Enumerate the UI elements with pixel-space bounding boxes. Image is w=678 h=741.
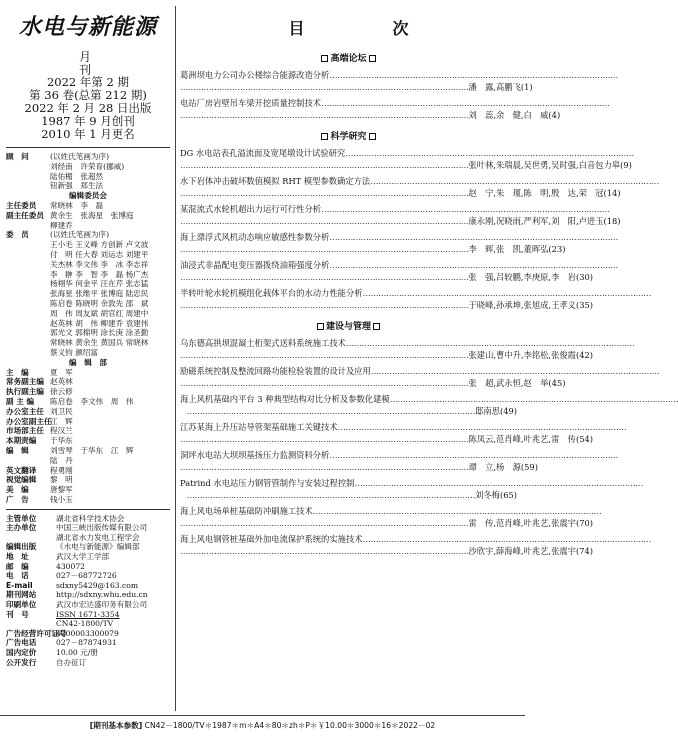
publisher-row bbox=[6, 610, 170, 629]
member-names: 蔡义钧 颜绍富 bbox=[50, 347, 98, 357]
staff-role: 顾 问 bbox=[6, 152, 29, 161]
article-authors: 李 辉,张 凯,董晖弘(23) bbox=[468, 243, 566, 254]
divider bbox=[6, 509, 170, 510]
section-box-left bbox=[321, 133, 328, 140]
staff-names: 黄余生 张海星 张博庭 bbox=[50, 210, 134, 220]
toc-entry bbox=[180, 260, 618, 283]
toc-entry-authors bbox=[180, 159, 632, 172]
member-names: 陈启卷 陈晓明 余敦先 邵 斌 bbox=[50, 298, 149, 308]
article-title: 海上风电场单桩基础防冲刷施工技术 bbox=[180, 506, 313, 516]
member-names: 郭光文 郭棉明 涂长庚 涂圣勤 bbox=[50, 328, 149, 338]
staff-names: 常晓林 李 磊 bbox=[50, 200, 104, 210]
staff-names: 刘雪琴 于华东 江 辉 bbox=[50, 445, 134, 455]
toc-entry-title bbox=[180, 394, 678, 406]
publisher-label: 广告电话 bbox=[6, 638, 37, 648]
parameters-value: CN42－1800/TV＊1987＊m＊A4＊80＊zh＊P＊￥10.00＊3000＊16＊2022－02 bbox=[144, 721, 436, 730]
leader-dots: ………………………………………………………………………………………………… bbox=[180, 377, 469, 388]
journal-parameters bbox=[0, 715, 525, 735]
article-title: 某混流式水轮机超出力运行可行性分析 bbox=[180, 204, 322, 214]
section-name: 建设与管理 bbox=[325, 322, 371, 332]
toc-entry-title bbox=[180, 176, 659, 188]
publisher-info bbox=[6, 514, 170, 668]
leader-dots: ………………………………………………………………………………………………… bbox=[180, 517, 469, 528]
publisher-value: ISSN 1671-3354 CN42-1800/TV bbox=[56, 609, 120, 629]
article-title: DG 水电站表孔溢流面及宽尾墩设计试验研究 bbox=[180, 148, 346, 158]
staff-row bbox=[6, 201, 170, 211]
toc-entry-title bbox=[180, 148, 634, 160]
staff-names: 于华东 bbox=[50, 436, 73, 446]
publisher-value: 武汉大学工学部 bbox=[56, 552, 110, 562]
leader-dots: ………………………………………………………………………………………………… bbox=[354, 478, 643, 488]
advisor-names: 陆佑楣 张超然 bbox=[50, 171, 104, 181]
toc-section-heading bbox=[180, 129, 517, 142]
toc-entry bbox=[180, 204, 621, 227]
publisher-row bbox=[6, 514, 170, 524]
member-names: 赵英林 胡 伟 柳建乔 袁建伟 bbox=[50, 318, 149, 328]
article-authors: 沙欣宇,薛海峰,叶兆艺,张震宇(74) bbox=[468, 545, 593, 556]
article-authors: 刘 蕊,余 健,白 威(4) bbox=[468, 109, 561, 120]
article-title: 半转叶轮水轮机模组化载体平台的水动力性能分析 bbox=[180, 288, 363, 298]
staff-names: 夏 军 bbox=[50, 367, 73, 377]
toc-entry-authors bbox=[180, 271, 593, 284]
publisher-row bbox=[6, 629, 170, 639]
staff-listing bbox=[6, 152, 170, 505]
staff-role: 办公室主任 bbox=[6, 406, 44, 416]
staff-row bbox=[6, 387, 170, 397]
publisher-row bbox=[6, 648, 170, 658]
toc-entry-title bbox=[180, 204, 610, 216]
publisher-value: http://sdxny.whu.edu.cn bbox=[56, 590, 148, 600]
article-title: 江苏某海上升压站导管架基础施工关键技术 bbox=[180, 422, 338, 432]
member-names: 常晓林 黄余生 黄国兵 常晓林 bbox=[50, 338, 149, 348]
toc-entry-title bbox=[180, 70, 618, 82]
staff-role: 市场部主任 bbox=[6, 426, 44, 436]
staff-row bbox=[6, 377, 170, 387]
leader-dots: ………………………………………………………………………………………………… bbox=[180, 109, 469, 120]
leader-dots: ………………………………………………………………………………………………… bbox=[345, 338, 635, 348]
publisher-label: 编辑出版 bbox=[6, 542, 37, 552]
staff-names: 黎 明 bbox=[50, 475, 73, 485]
staff-role: 广 告 bbox=[6, 494, 29, 504]
publisher-row bbox=[6, 552, 170, 562]
staff-role: 办公室副主任 bbox=[6, 416, 52, 426]
parameters-label: [期刊基本参数] bbox=[89, 721, 143, 730]
staff-row bbox=[6, 397, 170, 407]
staff-row bbox=[6, 495, 170, 505]
renamed-date: 2010 年 1 月更名 bbox=[41, 127, 135, 141]
staff-role: 视觉编辑 bbox=[6, 475, 37, 485]
publisher-label: 电 话 bbox=[6, 571, 29, 581]
staff-role: 执行副主编 bbox=[6, 387, 44, 397]
toc-title: 目 次 bbox=[288, 19, 445, 38]
article-authors: 邸南思(49) bbox=[475, 405, 517, 416]
staff-role: 主 编 bbox=[6, 367, 29, 377]
member-names: 关杰林 李文伟 李 冰 李志祥 bbox=[50, 259, 149, 269]
leader-dots: ………………………………………………………………………………………………… bbox=[345, 148, 634, 158]
staff-names: 程汉兰 bbox=[50, 426, 73, 436]
toc-entry-authors bbox=[180, 433, 593, 446]
staff-names: (以姓氏笔画为序) bbox=[50, 152, 110, 161]
divider bbox=[6, 147, 170, 148]
staff-role: 美 编 bbox=[6, 485, 29, 495]
staff-names: 程勇刚 bbox=[50, 465, 73, 475]
leader-dots: ………………………………………………………………………………………………… bbox=[180, 215, 469, 226]
article-title: 海上风电钢管桩基础外加电流保护系统的实施技术 bbox=[180, 534, 363, 544]
publisher-value: sdxny5429@163.com bbox=[56, 580, 139, 590]
member-names: 杨栩华 何金平 汪在芹 张志猛 bbox=[50, 279, 149, 289]
staff-row bbox=[6, 152, 170, 162]
leader-dots: ………………………………………………………………………………………………… bbox=[186, 489, 476, 500]
article-title: 洞坪水电站大坝坝基扬压力监测资料分析 bbox=[180, 450, 330, 460]
publisher-label: 邮 编 bbox=[6, 561, 29, 571]
toc-entry bbox=[180, 70, 618, 93]
leader-dots: ………………………………………………………………………………………………… bbox=[329, 260, 618, 270]
column-divider bbox=[175, 6, 176, 711]
toc-entry-title bbox=[180, 506, 602, 518]
article-title: 海上漂浮式风机动态响应敏感性参数分析 bbox=[180, 232, 330, 242]
toc-entry-authors bbox=[180, 243, 566, 256]
toc-entry bbox=[180, 288, 652, 311]
staff-role: 本期责编 bbox=[6, 436, 37, 446]
staff-names: 陈启卷 李文伟 周 伟 bbox=[50, 396, 134, 406]
publisher-label: 刊 号 bbox=[6, 609, 29, 619]
staff-role bbox=[6, 456, 50, 466]
staff-names: (以姓氏笔画为序) bbox=[50, 230, 110, 240]
toc-entry bbox=[180, 98, 610, 121]
staff-names: 徐云修 bbox=[50, 387, 73, 397]
leader-dots: ………………………………………………………………………………………………… bbox=[329, 232, 618, 242]
article-authors: 雷 传,范肖峰,叶兆艺,张震宇(70) bbox=[468, 517, 593, 528]
toc-entry-authors bbox=[180, 517, 593, 530]
article-title: 乌东德高拱坝混凝土桁架式送料系统施工技术 bbox=[180, 338, 346, 348]
article-authors: 张 强,吕较鹏,李庚原,李 岩(30) bbox=[468, 271, 593, 282]
toc-column bbox=[180, 6, 678, 711]
toc-entry bbox=[180, 148, 634, 171]
staff-role: 副主任委员 bbox=[6, 210, 44, 220]
toc-entry-title bbox=[180, 422, 627, 434]
toc-entry bbox=[180, 366, 660, 389]
staff-role: 编 辑 bbox=[6, 445, 29, 455]
board-heading: 编辑委员会 bbox=[69, 191, 107, 201]
article-authors: 刘冬梅(65) bbox=[475, 489, 517, 500]
section-box-left bbox=[321, 55, 328, 62]
publisher-value: 《水电与新能源》编辑部 bbox=[56, 542, 140, 552]
leader-dots: ………………………………………………………………………………………………… bbox=[362, 288, 652, 298]
toc-entry-title bbox=[180, 478, 643, 490]
publisher-label: 主管单位 bbox=[6, 513, 37, 523]
publisher-value: 湖北省科学技术协会 bbox=[56, 513, 125, 523]
issue-number: 2022 年第 2 期 bbox=[46, 75, 130, 89]
staff-names: 唐黎军 bbox=[50, 485, 73, 495]
toc-entry-authors bbox=[180, 461, 538, 474]
staff-row bbox=[6, 456, 170, 466]
publisher-value: 027－87874931 bbox=[56, 638, 117, 648]
publisher-row bbox=[6, 581, 170, 591]
publisher-label: 期刊网站 bbox=[6, 590, 37, 600]
toc-entry bbox=[180, 478, 643, 501]
staff-role: 副 主 编 bbox=[6, 396, 35, 406]
toc-entry-title bbox=[180, 288, 652, 300]
founded-date: 1987 年 9 月创刊 bbox=[41, 114, 135, 128]
article-authors: 张建山,曹中升,李铭松,张俊霞(42) bbox=[468, 349, 593, 360]
leader-dots: ………………………………………………………………………………………………… bbox=[180, 461, 469, 472]
section-name: 高端论坛 bbox=[330, 54, 367, 64]
article-title: Patrind 水电站压力钢管管制作与安装过程控制 bbox=[180, 478, 355, 488]
staff-row bbox=[6, 407, 170, 417]
leader-dots: ………………………………………………………………………………………………… bbox=[329, 70, 618, 80]
advisor-names: 钮新强 郑生法 bbox=[50, 181, 104, 191]
toc-entry-title bbox=[180, 366, 660, 378]
staff-names: 钱小玉 bbox=[50, 494, 73, 504]
article-title: 水下岩体冲击破坏数值模拟 RHT 模型参数确定方法 bbox=[180, 176, 371, 186]
staff-role: 委 员 bbox=[6, 230, 29, 240]
toc-entry bbox=[180, 176, 659, 199]
article-authors: 赵 宁,朱 瑾,陈 明,殷 达,荣 冠(14) bbox=[468, 187, 621, 198]
staff-row bbox=[6, 446, 170, 456]
publisher-value: 自办征订 bbox=[56, 657, 87, 667]
staff-role: 常务副主编 bbox=[6, 377, 44, 387]
article-authors: 陈凤云,范肖峰,叶兆艺,雷 传(54) bbox=[468, 433, 593, 444]
publisher-value: 4200003300079 bbox=[56, 628, 119, 638]
leader-dots: ………………………………………………………………………………………………… bbox=[180, 243, 469, 254]
staff-names: 赵英林 bbox=[50, 377, 73, 387]
article-authors: 张 超,武永恒,赵 举(45) bbox=[468, 377, 566, 388]
publisher-label: E-mail bbox=[6, 580, 33, 590]
publisher-value: 027－68772726 bbox=[56, 571, 117, 581]
publisher-label: 地 址 bbox=[6, 552, 29, 562]
publisher-label: 广告经营许可证号 bbox=[6, 628, 67, 638]
leader-dots: ………………………………………………………………………………………………… bbox=[337, 422, 627, 432]
publisher-value: 430072 bbox=[56, 561, 85, 571]
staff-row bbox=[6, 368, 170, 378]
publisher-label: 主办单位 bbox=[6, 523, 37, 533]
staff-row bbox=[6, 466, 170, 476]
section-box-left bbox=[317, 323, 324, 330]
staff-row bbox=[6, 211, 170, 221]
publisher-value: 武汉市宏达盛印务有限公司 bbox=[56, 600, 148, 610]
leader-dots: ………………………………………………………………………………………………… bbox=[180, 433, 469, 444]
toc-entry-title bbox=[180, 338, 635, 350]
article-authors: 于晓峰,孙承坤,张旭成,王孝义(35) bbox=[468, 299, 593, 310]
leader-dots: ………………………………………………………………………………………………… bbox=[180, 545, 469, 556]
editorial-dept-heading: 编 辑 部 bbox=[69, 357, 107, 367]
toc-section-heading bbox=[180, 319, 517, 332]
staff-names: 刘卫民 bbox=[50, 406, 73, 416]
article-title: 励磁系统控制及整流回路功能检验装置的设计及应用 bbox=[180, 366, 371, 376]
leader-dots: ………………………………………………………………………………………………… bbox=[362, 534, 652, 544]
staff-role: 主任委员 bbox=[6, 200, 37, 210]
toc-entry-authors bbox=[180, 490, 517, 502]
section-box-right bbox=[373, 323, 380, 330]
member-names: 付 明 任大春 刘运志 刘建平 bbox=[50, 249, 149, 259]
frequency-line-2: 刊 bbox=[78, 62, 97, 77]
staff-row bbox=[6, 230, 170, 240]
board-extra-name: 柳建乔 bbox=[50, 220, 73, 230]
publisher-label: 公开发行 bbox=[6, 657, 37, 667]
toc-entry bbox=[180, 338, 635, 361]
publication-date: 2022 年 2 月 28 日出版 bbox=[24, 101, 152, 115]
article-title: 葛洲坝电力公司办公楼综合能源改造分析 bbox=[180, 70, 330, 80]
toc-entry-title bbox=[180, 534, 652, 546]
article-title: 油浸式非晶配电变压器拨绕油箱强度分析 bbox=[180, 260, 330, 270]
leader-dots: ………………………………………………………………………………………………… bbox=[180, 159, 469, 170]
toc-entry-title bbox=[180, 450, 618, 462]
publisher-row bbox=[6, 523, 170, 542]
member-names: 王小毛 王义峰 方创新 卢文波 bbox=[50, 240, 149, 250]
toc-section-heading bbox=[180, 51, 517, 64]
toc-entry bbox=[180, 534, 652, 557]
toc-entry-authors bbox=[180, 215, 621, 228]
leader-dots: ………………………………………………………………………………………………… bbox=[370, 366, 660, 376]
toc-entry-authors bbox=[180, 406, 517, 418]
toc-entry bbox=[180, 506, 602, 529]
publisher-label: 国内定价 bbox=[6, 648, 37, 657]
member-names: 李 翀 李 智 李 磊 杨广杰 bbox=[50, 269, 149, 279]
leader-dots: ………………………………………………………………………………………………… bbox=[329, 450, 618, 460]
member-names: 张海星 张维平 张博庭 陆忠民 bbox=[50, 289, 149, 299]
publisher-row bbox=[6, 600, 170, 610]
journal-logo: 水电与新能源 bbox=[18, 14, 157, 40]
staff-names: 江 辉 bbox=[50, 416, 73, 426]
publisher-row bbox=[6, 571, 170, 581]
leader-dots: ………………………………………………………………………………………………… bbox=[180, 299, 469, 310]
member-names: 周 伟 周友斌 胡官红 周建中 bbox=[50, 308, 149, 318]
toc-entry-authors bbox=[180, 545, 593, 558]
leader-dots: ………………………………………………………………………………………………… bbox=[389, 394, 678, 404]
leader-dots: ………………………………………………………………………………………………… bbox=[180, 187, 469, 198]
toc-entry-authors bbox=[180, 377, 566, 390]
staff-row bbox=[6, 485, 170, 495]
toc-entry-title bbox=[180, 232, 618, 244]
staff-names: 陆 丹 bbox=[50, 455, 73, 465]
publisher-row bbox=[6, 658, 170, 668]
publisher-value: 10.00 元/册 bbox=[56, 648, 98, 657]
toc-entry-authors bbox=[180, 187, 621, 200]
toc-entry bbox=[180, 232, 618, 255]
article-authors: 谭 立,杨 源(59) bbox=[468, 461, 538, 472]
publisher-row bbox=[6, 638, 170, 648]
leader-dots: ………………………………………………………………………………………………… bbox=[370, 176, 659, 186]
section-name: 科学研究 bbox=[330, 132, 367, 142]
publisher-row bbox=[6, 542, 170, 552]
publisher-row bbox=[6, 590, 170, 600]
toc-entry-authors bbox=[180, 349, 593, 362]
staff-row bbox=[6, 417, 170, 427]
toc-entry bbox=[180, 422, 627, 445]
toc-entry bbox=[180, 450, 618, 473]
article-authors: 潘 露,高鹏飞(1) bbox=[468, 81, 533, 92]
toc-entry-authors bbox=[180, 81, 533, 94]
leader-dots: ………………………………………………………………………………………………… bbox=[186, 405, 476, 416]
article-title: 海上风机基础内平台 3 种典型结构对比分析及参数化建模 bbox=[180, 394, 390, 404]
toc-entry-title bbox=[180, 260, 618, 272]
toc-entry-title bbox=[180, 98, 610, 110]
volume-number: 第 36 卷(总第 212 期) bbox=[29, 88, 147, 102]
publisher-row bbox=[6, 562, 170, 572]
advisor-names: 刘经南 许荣育(挪威) bbox=[50, 161, 125, 171]
article-title: 电站厂房岩壁吊车梁开挖质量控制技术 bbox=[180, 98, 322, 108]
toc-list bbox=[180, 51, 678, 557]
staff-row bbox=[6, 426, 170, 436]
issn-number: ISSN 1671-3354 bbox=[56, 609, 120, 619]
toc-entry-authors bbox=[180, 109, 561, 122]
toc-entry-authors bbox=[180, 299, 593, 312]
leader-dots: ………………………………………………………………………………………………… bbox=[180, 271, 469, 282]
staff-role: 英文翻译 bbox=[6, 465, 37, 475]
publisher-value: 中国三峡出版传媒有限公司 湖北省水力发电工程学会 bbox=[56, 523, 148, 542]
leader-dots: ………………………………………………………………………………………………… bbox=[312, 506, 602, 516]
staff-row bbox=[6, 475, 170, 485]
article-authors: 康永刚,况晓雨,严利军,刘 阳,卢进玉(18) bbox=[468, 215, 621, 226]
section-box-right bbox=[369, 133, 376, 140]
leader-dots: ………………………………………………………………………………………………… bbox=[180, 81, 469, 92]
frequency-line: 月 bbox=[78, 50, 97, 64]
leader-dots: ………………………………………………………………………………………………… bbox=[180, 349, 469, 360]
article-authors: 张叶林,朱瑞晨,吴世勇,吴时强,白音包力皋(9) bbox=[468, 159, 632, 170]
masthead-column bbox=[6, 10, 170, 715]
issue-info bbox=[6, 51, 170, 141]
toc-entry bbox=[180, 394, 678, 417]
leader-dots: ………………………………………………………………………………………………… bbox=[321, 204, 610, 214]
publisher-label: 印刷单位 bbox=[6, 600, 37, 610]
leader-dots: ………………………………………………………………………………………………… bbox=[321, 98, 610, 108]
staff-row bbox=[6, 436, 170, 446]
section-box-right bbox=[369, 55, 376, 62]
